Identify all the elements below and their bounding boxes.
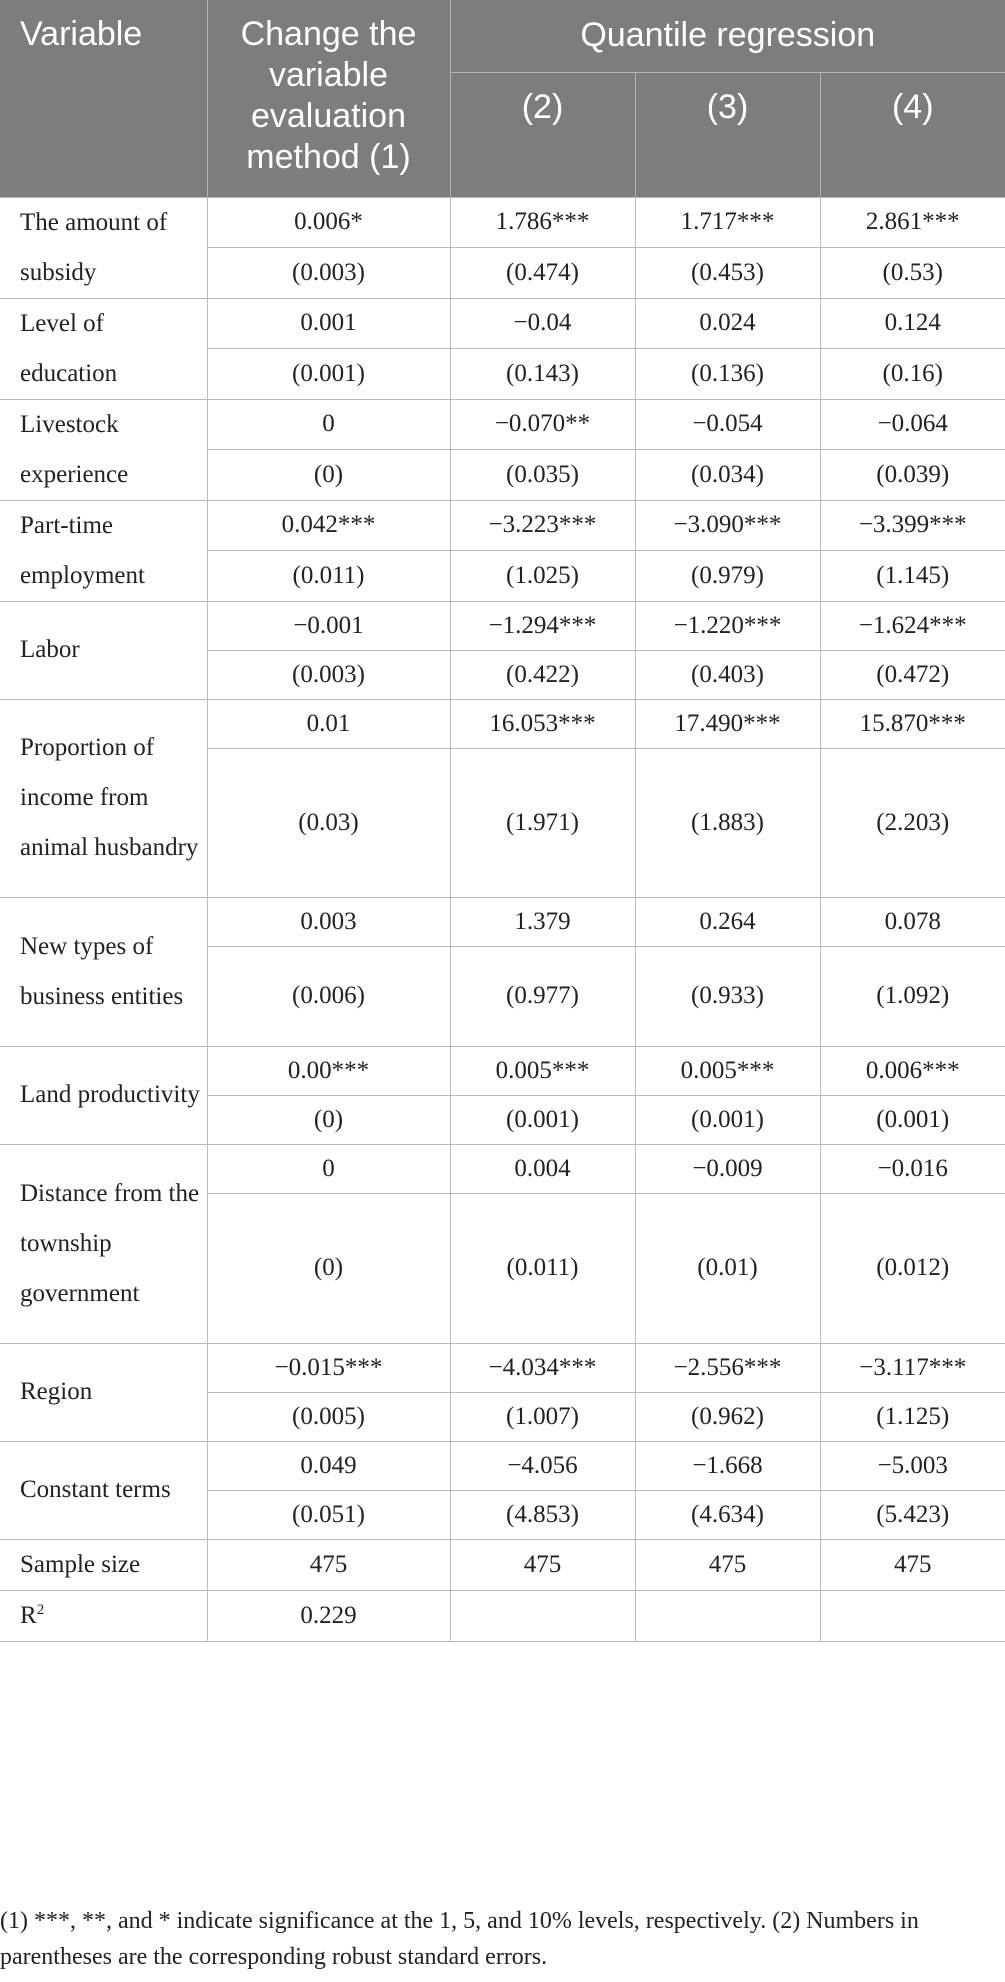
header-col-4: (4)	[820, 72, 1005, 197]
r-squared-row	[0, 1590, 1005, 1641]
coef-cell: 0.00***	[207, 1046, 450, 1095]
r-squared-letter: R	[20, 1601, 37, 1629]
coef-cell: −0.070**	[450, 399, 635, 450]
se-cell: (0.474)	[450, 248, 635, 299]
se-cell: (0.136)	[635, 349, 820, 400]
coef-cell: 1.379	[450, 897, 635, 946]
coef-cell: 0	[207, 399, 450, 450]
se-cell: (4.853)	[450, 1490, 635, 1539]
se-cell: (0.034)	[635, 450, 820, 501]
header-col-3: (3)	[635, 72, 820, 197]
table-row	[0, 399, 1005, 450]
row-label: Land productivity	[0, 1046, 207, 1144]
coef-cell: 0.006*	[207, 197, 450, 248]
coef-cell: 1.786***	[450, 197, 635, 248]
r-squared-cell: 0.229	[207, 1590, 450, 1641]
se-cell: (1.971)	[450, 748, 635, 897]
se-cell: (0.001)	[820, 1095, 1005, 1144]
coef-cell: −1.624***	[820, 601, 1005, 650]
table-row	[0, 699, 1005, 748]
coef-cell: −3.399***	[820, 500, 1005, 551]
coef-cell: 16.053***	[450, 699, 635, 748]
se-cell: (0.001)	[207, 349, 450, 400]
se-cell: (0.035)	[450, 450, 635, 501]
coef-cell: 0.01	[207, 699, 450, 748]
coef-cell: 0.124	[820, 298, 1005, 349]
table-row	[0, 298, 1005, 349]
se-cell: (0.012)	[820, 1193, 1005, 1343]
se-cell: (0.011)	[450, 1193, 635, 1343]
coef-cell: 0	[207, 1144, 450, 1193]
se-cell: (0)	[207, 1095, 450, 1144]
coef-cell: −4.034***	[450, 1343, 635, 1392]
row-label: Labor	[0, 601, 207, 699]
row-label: Region	[0, 1343, 207, 1441]
coef-cell: 17.490***	[635, 699, 820, 748]
header-variable: Variable	[0, 0, 207, 197]
se-cell: (0.051)	[207, 1490, 450, 1539]
row-label: New types of business entities	[0, 897, 207, 1046]
coef-cell: 0.264	[635, 897, 820, 946]
coef-cell: −0.064	[820, 399, 1005, 450]
se-cell: (0)	[207, 1193, 450, 1343]
coef-cell: −0.015***	[207, 1343, 450, 1392]
coef-cell: −5.003	[820, 1441, 1005, 1490]
row-label: Part-time employment	[0, 500, 207, 601]
coef-cell: −1.220***	[635, 601, 820, 650]
header-quantile-regression: Quantile regression	[450, 0, 1005, 72]
r-squared-label	[0, 1590, 207, 1641]
se-cell: (0.001)	[450, 1095, 635, 1144]
coef-cell: −0.009	[635, 1144, 820, 1193]
sample-size-cell: 475	[820, 1539, 1005, 1590]
se-cell: (0.962)	[635, 1392, 820, 1441]
r-squared-cell	[820, 1590, 1005, 1641]
table-body	[0, 197, 1005, 1641]
se-cell: (0.01)	[635, 1193, 820, 1343]
se-cell: (0.53)	[820, 248, 1005, 299]
table-row	[0, 1046, 1005, 1095]
se-cell: (0.143)	[450, 349, 635, 400]
coef-cell: −1.294***	[450, 601, 635, 650]
coef-cell: 0.049	[207, 1441, 450, 1490]
row-label: The amount of subsidy	[0, 197, 207, 298]
coef-cell: −3.117***	[820, 1343, 1005, 1392]
se-cell: (0.011)	[207, 551, 450, 602]
coef-cell: 0.006***	[820, 1046, 1005, 1095]
row-label: Proportion of income from animal husbandry	[0, 699, 207, 897]
coef-cell: 0.004	[450, 1144, 635, 1193]
se-cell: (0.005)	[207, 1392, 450, 1441]
coef-cell: −1.668	[635, 1441, 820, 1490]
header-col-2: (2)	[450, 72, 635, 197]
sample-size-cell: 475	[635, 1539, 820, 1590]
table-row	[0, 897, 1005, 946]
coef-cell: 1.717***	[635, 197, 820, 248]
r-squared-cell	[635, 1590, 820, 1641]
se-cell: (1.025)	[450, 551, 635, 602]
se-cell: (0.977)	[450, 946, 635, 1046]
header-change-method: Change the variable evaluation method (1)	[207, 0, 450, 197]
coef-cell: −4.056	[450, 1441, 635, 1490]
se-cell: (0.453)	[635, 248, 820, 299]
se-cell: (4.634)	[635, 1490, 820, 1539]
r-squared-cell	[450, 1590, 635, 1641]
coef-cell: 15.870***	[820, 699, 1005, 748]
coef-cell: −0.04	[450, 298, 635, 349]
row-label: Livestock experience	[0, 399, 207, 500]
se-cell: (0)	[207, 450, 450, 501]
coef-cell: −3.090***	[635, 500, 820, 551]
coef-cell: −0.001	[207, 601, 450, 650]
table-footnote: (1) ***, **, and * indicate significance at the 1, 5, and 10% levels, respectively. (2) Numbers in parentheses are the corresponding robust standard errors.	[0, 1908, 919, 1970]
row-label: Constant terms	[0, 1441, 207, 1539]
se-cell: (0.403)	[635, 650, 820, 699]
coef-cell: −0.016	[820, 1144, 1005, 1193]
sample-size-row	[0, 1539, 1005, 1590]
table-header	[0, 0, 1005, 197]
table-row	[0, 197, 1005, 248]
r-squared-superscript: 2	[36, 1601, 45, 1618]
se-cell: (0.003)	[207, 650, 450, 699]
se-cell: (0.16)	[820, 349, 1005, 400]
se-cell: (0.03)	[207, 748, 450, 897]
coef-cell: 2.861***	[820, 197, 1005, 248]
se-cell: (0.003)	[207, 248, 450, 299]
coef-cell: 0.003	[207, 897, 450, 946]
se-cell: (0.472)	[820, 650, 1005, 699]
table-row	[0, 1441, 1005, 1490]
row-label: Level of education	[0, 298, 207, 399]
se-cell: (1.125)	[820, 1392, 1005, 1441]
se-cell: (0.039)	[820, 450, 1005, 501]
se-cell: (0.006)	[207, 946, 450, 1046]
se-cell: (5.423)	[820, 1490, 1005, 1539]
table-row	[0, 601, 1005, 650]
se-cell: (0.422)	[450, 650, 635, 699]
se-cell: (1.145)	[820, 551, 1005, 602]
coef-cell: 0.001	[207, 298, 450, 349]
table-row	[0, 500, 1005, 551]
sample-size-label: Sample size	[0, 1539, 207, 1590]
sample-size-cell: 475	[450, 1539, 635, 1590]
se-cell: (2.203)	[820, 748, 1005, 897]
se-cell: (0.979)	[635, 551, 820, 602]
se-cell: (0.001)	[635, 1095, 820, 1144]
coef-cell: 0.078	[820, 897, 1005, 946]
sample-size-cell: 475	[207, 1539, 450, 1590]
coef-cell: 0.005***	[635, 1046, 820, 1095]
se-cell: (1.092)	[820, 946, 1005, 1046]
se-cell: (1.883)	[635, 748, 820, 897]
se-cell: (1.007)	[450, 1392, 635, 1441]
coef-cell: −3.223***	[450, 500, 635, 551]
se-cell: (0.933)	[635, 946, 820, 1046]
coef-cell: 0.005***	[450, 1046, 635, 1095]
table-row	[0, 1144, 1005, 1193]
coef-cell: −2.556***	[635, 1343, 820, 1392]
coef-cell: 0.042***	[207, 500, 450, 551]
row-label: Distance from the township government	[0, 1144, 207, 1343]
table-row	[0, 1343, 1005, 1392]
coef-cell: −0.054	[635, 399, 820, 450]
coef-cell: 0.024	[635, 298, 820, 349]
